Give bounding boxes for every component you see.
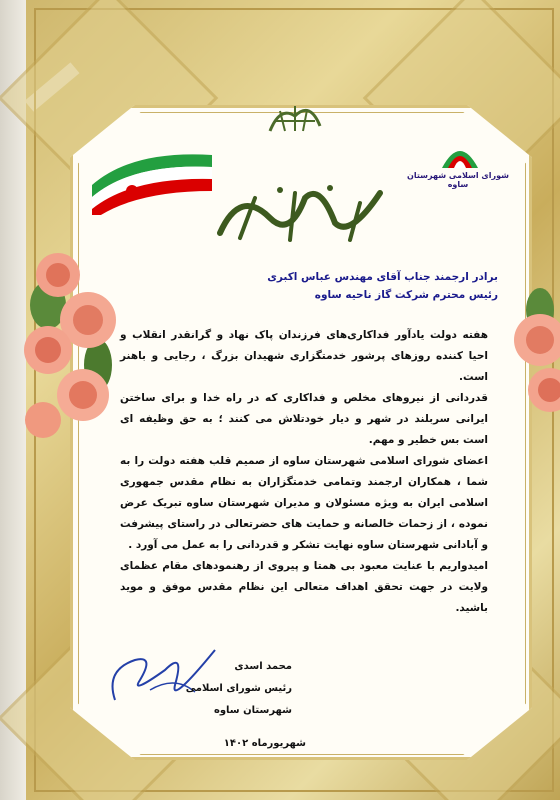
- issue-date: شهریورماه ۱۴۰۲: [223, 738, 306, 749]
- signer-name: محمد اسدی: [234, 661, 292, 672]
- city-council-logo-icon: [438, 140, 482, 170]
- bismillah-calligraphy-icon: [265, 96, 325, 141]
- iran-flag-icon: [92, 145, 212, 215]
- body-paragraph: اعضای شورای اسلامی شهرستان ساوه از صمیم قلب هفته دولت را به شما ، همکاران ارجمند وتمامی خدمتگزاران به نظام مقدس جمهوری اسلامی ایران به ویژه مسئولان و مدیران شهرستان ساوه تبریک عرض نموده ، از زحمات خالصانه و حمایت های حضرتعالی در راستای پیشرفت و آبادانی شهرستان ساوه نهایت تشکر و قدردانی را به عمل می آورد .: [120, 455, 488, 551]
- body-paragraph: هفته دولت یادآور فداکاری‌های فرزندان پاک نهاد و گرانقدر انقلاب و احیا کننده روزهای پرشور خدمتگزاری شهیدان بزرگ ، رجایی و باهنر است.: [120, 329, 488, 383]
- flower-bouquet-left-icon: [18, 245, 128, 445]
- title-calligraphy-icon: [210, 178, 390, 248]
- certificate-body: [120, 325, 488, 619]
- signer-title: رئیس شورای اسلامی: [185, 683, 292, 694]
- handwritten-signature-icon: [95, 630, 235, 710]
- body-paragraph: قدردانی از نیروهای مخلص و فداکاری که در راه خدا و برای ساختن ایرانی سربلند در شهر و دیار خودتلاش می کنند ؛ به حق وظیفه ای است بس خطیر و مهم.: [120, 392, 488, 446]
- body-paragraph: امیدواریم با عنایت معبود بی همتا و پیروی از رهنمودهای مقام عظمای ولایت در جهت تحقق اهداف متعالی این نظام مقدس موفق و موید باشید.: [120, 560, 488, 614]
- flower-bouquet-right-icon: [500, 270, 560, 430]
- council-name: شورای اسلامی شهرستان ساوه: [407, 171, 509, 189]
- recipient-position: رئیس محترم شرکت گاز ناحیه ساوه: [314, 289, 498, 301]
- recipient-name: برادر ارجمند جناب آقای مهندس عباس اکبری: [267, 271, 498, 283]
- signer-title: شهرستان ساوه: [213, 705, 292, 716]
